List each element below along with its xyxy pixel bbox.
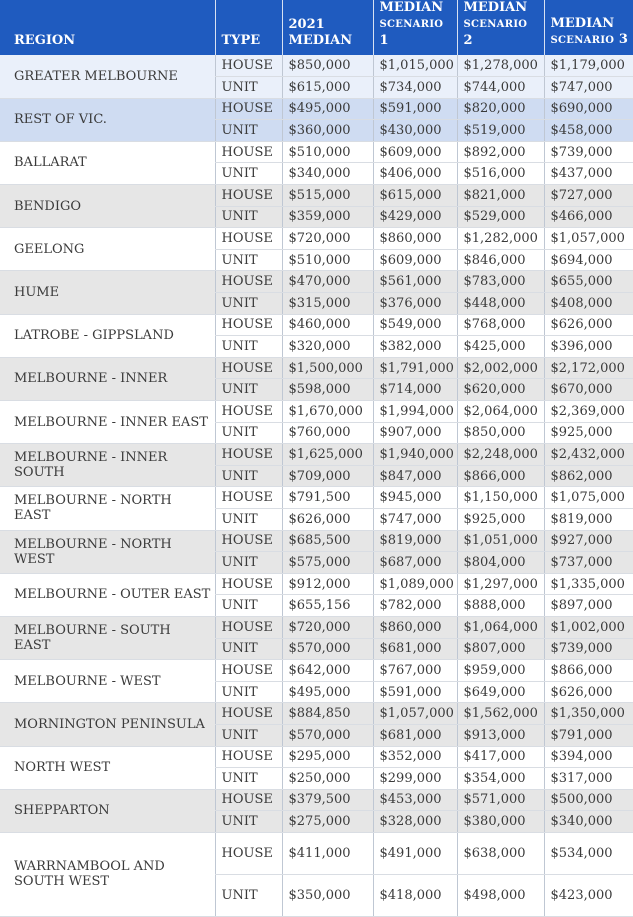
median-2021-cell: $495,000	[282, 681, 373, 703]
scenario-2-cell: $519,000	[457, 120, 544, 142]
scenario-2-cell: $2,002,000	[457, 357, 544, 379]
scenario-3-cell: $862,000	[544, 465, 633, 487]
scenario-2-cell: $1,051,000	[457, 530, 544, 552]
median-2021-cell: $570,000	[282, 724, 373, 746]
median-2021-cell: $350,000	[282, 874, 373, 916]
scenario-3-cell: $1,335,000	[544, 573, 633, 595]
region-name: LATROBE - GIPPSLAND	[0, 314, 215, 357]
scenario-3-cell: $925,000	[544, 422, 633, 444]
median-2021-cell: $912,000	[282, 573, 373, 595]
scenario-1-cell: $767,000	[373, 660, 457, 682]
median-2021-cell: $615,000	[282, 77, 373, 99]
scenario-1-cell: $681,000	[373, 638, 457, 660]
median-2021-cell: $340,000	[282, 163, 373, 185]
scenario-2-cell: $649,000	[457, 681, 544, 703]
scenario-2-cell: $516,000	[457, 163, 544, 185]
median-2021-cell: $642,000	[282, 660, 373, 682]
scenario-3-cell: $626,000	[544, 681, 633, 703]
scenario-1-cell: $352,000	[373, 746, 457, 768]
region-name: MELBOURNE - INNER EAST	[0, 401, 215, 444]
type-cell: UNIT	[215, 249, 282, 271]
scenario-1-cell: $860,000	[373, 616, 457, 638]
scenario-2-cell: $807,000	[457, 638, 544, 660]
scenario-1-cell: $734,000	[373, 77, 457, 99]
scenario-2-cell: $804,000	[457, 552, 544, 574]
type-cell: HOUSE	[215, 141, 282, 163]
region-name: MELBOURNE - OUTER EAST	[0, 573, 215, 616]
scenario-2-cell: $1,297,000	[457, 573, 544, 595]
scenario-1-cell: $561,000	[373, 271, 457, 293]
scenario-2-cell: $638,000	[457, 832, 544, 874]
region-name: MORNINGTON PENINSULA	[0, 703, 215, 746]
type-cell: UNIT	[215, 465, 282, 487]
scenario-1-cell: $418,000	[373, 874, 457, 916]
scenario-3-cell: $927,000	[544, 530, 633, 552]
scenario-3-cell: $866,000	[544, 660, 633, 682]
scenario-1-cell: $615,000	[373, 185, 457, 207]
scenario-2-cell: $417,000	[457, 746, 544, 768]
table-row	[0, 703, 633, 725]
scenario-1-cell: $714,000	[373, 379, 457, 401]
scenario-2-cell: $620,000	[457, 379, 544, 401]
median-2021-cell: $510,000	[282, 141, 373, 163]
scenario-2-cell: $1,064,000	[457, 616, 544, 638]
median-2021-cell: $884,850	[282, 703, 373, 725]
region-name: MELBOURNE - NORTH EAST	[0, 487, 215, 530]
type-cell: HOUSE	[215, 616, 282, 638]
scenario-3-cell: $1,057,000	[544, 228, 633, 250]
header-2021-median: 2021 MEDIAN	[282, 0, 373, 55]
scenario-1-cell: $382,000	[373, 336, 457, 358]
region-name: GREATER MELBOURNE	[0, 55, 215, 98]
scenario-3-cell: $727,000	[544, 185, 633, 207]
region-name: REST OF VIC.	[0, 98, 215, 141]
scenario-2-cell: $768,000	[457, 314, 544, 336]
scenario-3-cell: $500,000	[544, 789, 633, 811]
scenario-2-cell: $892,000	[457, 141, 544, 163]
type-cell: UNIT	[215, 874, 282, 916]
scenario-2-cell: $1,562,000	[457, 703, 544, 725]
scenario-1-cell: $687,000	[373, 552, 457, 574]
scenario-2-cell: $821,000	[457, 185, 544, 207]
type-cell: HOUSE	[215, 55, 282, 77]
table-row	[0, 314, 633, 336]
header-scenario-3: MEDIAN SCENARIO 3	[544, 0, 633, 55]
median-2021-cell: $1,670,000	[282, 401, 373, 423]
region-name: GEELONG	[0, 228, 215, 271]
scenario-1-cell: $681,000	[373, 724, 457, 746]
table-row	[0, 487, 633, 509]
median-2021-cell: $575,000	[282, 552, 373, 574]
scenario-3-cell: $1,179,000	[544, 55, 633, 77]
scenario-1-cell: $782,000	[373, 595, 457, 617]
median-2021-cell: $315,000	[282, 293, 373, 315]
scenario-2-cell: $529,000	[457, 206, 544, 228]
scenario-2-cell: $913,000	[457, 724, 544, 746]
scenario-3-cell: $466,000	[544, 206, 633, 228]
region-name: SHEPPARTON	[0, 789, 215, 832]
type-cell: UNIT	[215, 422, 282, 444]
scenario-1-cell: $609,000	[373, 141, 457, 163]
scenario-2-cell: $1,278,000	[457, 55, 544, 77]
scenario-3-cell: $1,002,000	[544, 616, 633, 638]
type-cell: UNIT	[215, 379, 282, 401]
scenario-3-cell: $739,000	[544, 638, 633, 660]
scenario-1-cell: $907,000	[373, 422, 457, 444]
median-2021-cell: $626,000	[282, 508, 373, 530]
type-cell: HOUSE	[215, 789, 282, 811]
type-cell: HOUSE	[215, 746, 282, 768]
scenario-2-cell: $425,000	[457, 336, 544, 358]
median-2021-cell: $791,500	[282, 487, 373, 509]
scenario-1-cell: $406,000	[373, 163, 457, 185]
scenario-1-cell: $429,000	[373, 206, 457, 228]
type-cell: HOUSE	[215, 185, 282, 207]
table-row	[0, 746, 633, 768]
scenario-1-cell: $430,000	[373, 120, 457, 142]
table-row	[0, 660, 633, 682]
table-row	[0, 444, 633, 466]
scenario-1-cell: $328,000	[373, 811, 457, 833]
type-cell: HOUSE	[215, 357, 282, 379]
scenario-3-cell: $2,172,000	[544, 357, 633, 379]
header-scenario-2: MEDIAN SCENARIO 2	[457, 0, 544, 55]
scenario-2-cell: $354,000	[457, 768, 544, 790]
scenario-3-cell: $458,000	[544, 120, 633, 142]
scenario-1-cell: $1,057,000	[373, 703, 457, 725]
median-2021-cell: $515,000	[282, 185, 373, 207]
type-cell: HOUSE	[215, 271, 282, 293]
scenario-3-cell: $1,350,000	[544, 703, 633, 725]
table-row	[0, 185, 633, 207]
scenario-3-cell: $340,000	[544, 811, 633, 833]
scenario-3-cell: $317,000	[544, 768, 633, 790]
scenario-3-cell: $739,000	[544, 141, 633, 163]
scenario-1-cell: $376,000	[373, 293, 457, 315]
scenario-1-cell: $847,000	[373, 465, 457, 487]
region-name: HUME	[0, 271, 215, 314]
scenario-3-cell: $897,000	[544, 595, 633, 617]
type-cell: HOUSE	[215, 314, 282, 336]
table-row	[0, 98, 633, 120]
type-cell: UNIT	[215, 595, 282, 617]
scenario-3-cell: $694,000	[544, 249, 633, 271]
region-name: MELBOURNE - WEST	[0, 660, 215, 703]
region-name: MELBOURNE - INNER SOUTH	[0, 444, 215, 487]
type-cell: UNIT	[215, 638, 282, 660]
median-2021-cell: $411,000	[282, 832, 373, 874]
median-2021-cell: $1,625,000	[282, 444, 373, 466]
scenario-3-cell: $534,000	[544, 832, 633, 874]
scenario-3-cell: $394,000	[544, 746, 633, 768]
type-cell: HOUSE	[215, 832, 282, 874]
median-2021-cell: $510,000	[282, 249, 373, 271]
median-2021-cell: $709,000	[282, 465, 373, 487]
table-header	[0, 0, 633, 55]
type-cell: HOUSE	[215, 530, 282, 552]
region-name: MELBOURNE - NORTH WEST	[0, 530, 215, 573]
type-cell: UNIT	[215, 724, 282, 746]
table-row	[0, 616, 633, 638]
region-name: NORTH WEST	[0, 746, 215, 789]
median-2021-cell: $850,000	[282, 55, 373, 77]
type-cell: HOUSE	[215, 703, 282, 725]
median-2021-cell: $760,000	[282, 422, 373, 444]
median-2021-cell: $495,000	[282, 98, 373, 120]
scenario-2-cell: $571,000	[457, 789, 544, 811]
type-cell: UNIT	[215, 508, 282, 530]
type-cell: UNIT	[215, 293, 282, 315]
scenario-1-cell: $1,089,000	[373, 573, 457, 595]
median-2021-cell: $1,500,000	[282, 357, 373, 379]
median-2021-cell: $250,000	[282, 768, 373, 790]
type-cell: HOUSE	[215, 487, 282, 509]
scenario-3-cell: $690,000	[544, 98, 633, 120]
scenario-2-cell: $846,000	[457, 249, 544, 271]
scenario-2-cell: $2,064,000	[457, 401, 544, 423]
scenario-1-cell: $945,000	[373, 487, 457, 509]
header-type: TYPE	[215, 0, 282, 55]
median-2021-cell: $470,000	[282, 271, 373, 293]
scenario-3-cell: $819,000	[544, 508, 633, 530]
region-name: WARRNAMBOOL AND SOUTH WEST	[0, 832, 215, 916]
scenario-2-cell: $1,150,000	[457, 487, 544, 509]
scenario-1-cell: $860,000	[373, 228, 457, 250]
table-body	[0, 55, 633, 916]
scenario-2-cell: $925,000	[457, 508, 544, 530]
scenario-2-cell: $888,000	[457, 595, 544, 617]
scenario-1-cell: $1,940,000	[373, 444, 457, 466]
type-cell: HOUSE	[215, 401, 282, 423]
region-name: MELBOURNE - INNER	[0, 357, 215, 400]
median-2021-cell: $320,000	[282, 336, 373, 358]
median-2021-cell: $720,000	[282, 228, 373, 250]
type-cell: HOUSE	[215, 444, 282, 466]
type-cell: UNIT	[215, 811, 282, 833]
scenario-3-cell: $2,432,000	[544, 444, 633, 466]
scenario-3-cell: $791,000	[544, 724, 633, 746]
scenario-1-cell: $1,791,000	[373, 357, 457, 379]
scenario-3-cell: $655,000	[544, 271, 633, 293]
table-row	[0, 832, 633, 874]
scenario-2-cell: $380,000	[457, 811, 544, 833]
scenario-1-cell: $453,000	[373, 789, 457, 811]
region-name: MELBOURNE - SOUTH EAST	[0, 616, 215, 659]
median-2021-cell: $685,500	[282, 530, 373, 552]
scenario-3-cell: $626,000	[544, 314, 633, 336]
scenario-1-cell: $747,000	[373, 508, 457, 530]
scenario-3-cell: $437,000	[544, 163, 633, 185]
scenario-2-cell: $959,000	[457, 660, 544, 682]
scenario-1-cell: $609,000	[373, 249, 457, 271]
scenario-3-cell: $408,000	[544, 293, 633, 315]
median-2021-cell: $655,156	[282, 595, 373, 617]
table-row	[0, 789, 633, 811]
table-row	[0, 357, 633, 379]
scenario-2-cell: $744,000	[457, 77, 544, 99]
scenario-1-cell: $819,000	[373, 530, 457, 552]
type-cell: UNIT	[215, 77, 282, 99]
scenario-1-cell: $549,000	[373, 314, 457, 336]
scenario-2-cell: $783,000	[457, 271, 544, 293]
type-cell: UNIT	[215, 552, 282, 574]
type-cell: HOUSE	[215, 660, 282, 682]
table-row	[0, 141, 633, 163]
table-row	[0, 271, 633, 293]
scenario-2-cell: $866,000	[457, 465, 544, 487]
header-region: REGION	[0, 0, 215, 55]
median-2021-cell: $720,000	[282, 616, 373, 638]
scenario-2-cell: $448,000	[457, 293, 544, 315]
scenario-3-cell: $737,000	[544, 552, 633, 574]
type-cell: HOUSE	[215, 98, 282, 120]
type-cell: HOUSE	[215, 228, 282, 250]
median-2021-cell: $460,000	[282, 314, 373, 336]
scenario-3-cell: $2,369,000	[544, 401, 633, 423]
region-name: BENDIGO	[0, 185, 215, 228]
scenario-3-cell: $1,075,000	[544, 487, 633, 509]
scenario-3-cell: $423,000	[544, 874, 633, 916]
region-name: BALLARAT	[0, 141, 215, 184]
scenario-1-cell: $591,000	[373, 681, 457, 703]
median-2021-cell: $275,000	[282, 811, 373, 833]
type-cell: UNIT	[215, 163, 282, 185]
table-row	[0, 530, 633, 552]
median-2021-cell: $359,000	[282, 206, 373, 228]
scenario-1-cell: $591,000	[373, 98, 457, 120]
median-2021-cell: $379,500	[282, 789, 373, 811]
scenario-1-cell: $491,000	[373, 832, 457, 874]
type-cell: UNIT	[215, 768, 282, 790]
median-2021-cell: $295,000	[282, 746, 373, 768]
type-cell: UNIT	[215, 120, 282, 142]
table-row	[0, 573, 633, 595]
type-cell: UNIT	[215, 206, 282, 228]
median-2021-cell: $360,000	[282, 120, 373, 142]
scenario-2-cell: $1,282,000	[457, 228, 544, 250]
scenario-1-cell: $299,000	[373, 768, 457, 790]
scenario-2-cell: $850,000	[457, 422, 544, 444]
header-scenario-1: MEDIAN SCENARIO 1	[373, 0, 457, 55]
scenario-3-cell: $670,000	[544, 379, 633, 401]
scenario-3-cell: $747,000	[544, 77, 633, 99]
type-cell: UNIT	[215, 336, 282, 358]
median-2021-cell: $598,000	[282, 379, 373, 401]
table-row	[0, 228, 633, 250]
table-row	[0, 55, 633, 77]
scenario-1-cell: $1,994,000	[373, 401, 457, 423]
median-2021-cell: $570,000	[282, 638, 373, 660]
scenario-2-cell: $820,000	[457, 98, 544, 120]
scenario-1-cell: $1,015,000	[373, 55, 457, 77]
type-cell: HOUSE	[215, 573, 282, 595]
scenario-2-cell: $498,000	[457, 874, 544, 916]
scenario-2-cell: $2,248,000	[457, 444, 544, 466]
scenario-3-cell: $396,000	[544, 336, 633, 358]
table-row	[0, 401, 633, 423]
type-cell: UNIT	[215, 681, 282, 703]
